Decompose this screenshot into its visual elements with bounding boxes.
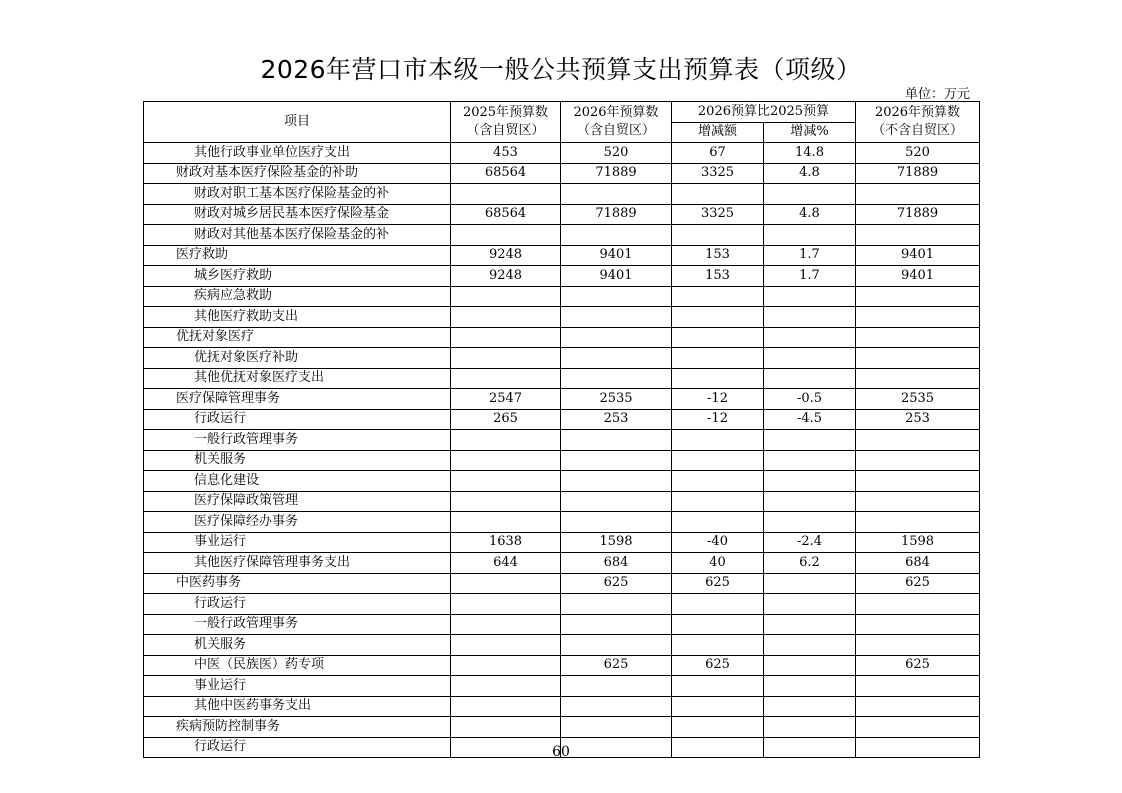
cell-2026-budget: 71889 — [561, 204, 672, 225]
cell-item-name: 财政对其他基本医疗保险基金的补 — [144, 225, 451, 246]
cell-2025-budget — [451, 184, 561, 205]
cell-item-name: 其他医疗保障管理事务支出 — [144, 553, 451, 574]
cell-2025-budget: 644 — [451, 553, 561, 574]
cell-item-name: 中医药事务 — [144, 573, 451, 594]
cell-diff-amount — [672, 676, 764, 697]
table-row — [144, 696, 980, 717]
cell-item-name: 机关服务 — [144, 450, 451, 471]
cell-2026-budget — [561, 430, 672, 451]
cell-2025-budget: 2547 — [451, 389, 561, 410]
cell-item-name: 财政对城乡居民基本医疗保险基金 — [144, 204, 451, 225]
cell-2026-budget: 684 — [561, 553, 672, 574]
header-comparison-group: 2026预算比2025预算 — [672, 102, 856, 123]
cell-item-name: 医疗保障管理事务 — [144, 389, 451, 410]
cell-2026-budget: 2535 — [561, 389, 672, 410]
table-row — [144, 225, 980, 246]
cell-2026-budget — [561, 286, 672, 307]
table-row — [144, 655, 980, 676]
cell-2025-budget — [451, 635, 561, 656]
cell-item-name: 其他行政事业单位医疗支出 — [144, 143, 451, 164]
cell-2026-budget: 9401 — [561, 266, 672, 287]
cell-diff-amount — [672, 512, 764, 533]
cell-item-name: 财政对基本医疗保险基金的补助 — [144, 163, 451, 184]
unit-label: 单位：万元 — [905, 87, 971, 102]
budget-table — [143, 101, 980, 758]
cell-diff-percent — [764, 471, 856, 492]
cell-diff-amount: -12 — [672, 389, 764, 410]
cell-item-name: 优抚对象医疗 — [144, 327, 451, 348]
cell-2026-budget-excl: 625 — [856, 655, 980, 676]
cell-diff-amount — [672, 430, 764, 451]
table-row — [144, 204, 980, 225]
cell-diff-amount: 153 — [672, 245, 764, 266]
header-2026-budget-excl-line2: （不含自贸区） — [871, 123, 963, 138]
cell-2025-budget — [451, 717, 561, 738]
header-2025-budget — [451, 102, 561, 143]
cell-2026-budget-excl — [856, 491, 980, 512]
header-2026-budget-line1: 2026年预算数 — [573, 105, 659, 120]
cell-2026-budget-excl — [856, 430, 980, 451]
table-row — [144, 143, 980, 164]
cell-2026-budget-excl — [856, 450, 980, 471]
cell-diff-amount — [672, 286, 764, 307]
cell-diff-percent — [764, 696, 856, 717]
table-row — [144, 553, 980, 574]
table-body — [144, 143, 980, 758]
cell-item-name: 行政运行 — [144, 737, 451, 758]
cell-diff-amount — [672, 327, 764, 348]
cell-diff-amount: 625 — [672, 573, 764, 594]
cell-2026-budget: 71889 — [561, 163, 672, 184]
cell-diff-percent — [764, 573, 856, 594]
cell-diff-amount — [672, 614, 764, 635]
cell-2026-budget — [561, 225, 672, 246]
cell-2026-budget — [561, 676, 672, 697]
cell-2025-budget — [451, 676, 561, 697]
cell-2026-budget — [561, 450, 672, 471]
table-row — [144, 409, 980, 430]
cell-diff-amount — [672, 696, 764, 717]
cell-2026-budget: 520 — [561, 143, 672, 164]
cell-2026-budget: 1598 — [561, 532, 672, 553]
table-row — [144, 245, 980, 266]
cell-diff-amount: 3325 — [672, 163, 764, 184]
cell-2025-budget — [451, 512, 561, 533]
cell-diff-amount: 40 — [672, 553, 764, 574]
cell-2026-budget-excl — [856, 184, 980, 205]
cell-2025-budget — [451, 368, 561, 389]
cell-2025-budget — [451, 471, 561, 492]
cell-2026-budget — [561, 614, 672, 635]
cell-diff-percent: 14.8 — [764, 143, 856, 164]
cell-item-name: 事业运行 — [144, 676, 451, 697]
cell-diff-percent — [764, 286, 856, 307]
cell-diff-percent — [764, 307, 856, 328]
table-row — [144, 532, 980, 553]
cell-2025-budget — [451, 655, 561, 676]
table-row — [144, 676, 980, 697]
cell-2026-budget-excl: 520 — [856, 143, 980, 164]
cell-2026-budget-excl — [856, 327, 980, 348]
cell-diff-percent: 1.7 — [764, 266, 856, 287]
cell-item-name: 一般行政管理事务 — [144, 614, 451, 635]
cell-diff-amount — [672, 491, 764, 512]
cell-item-name: 行政运行 — [144, 594, 451, 615]
header-2026-budget-excl — [856, 102, 980, 143]
cell-item-name: 机关服务 — [144, 635, 451, 656]
table-row — [144, 717, 980, 738]
cell-2026-budget-excl — [856, 368, 980, 389]
table-row — [144, 491, 980, 512]
cell-diff-percent: 4.8 — [764, 204, 856, 225]
cell-2026-budget-excl — [856, 348, 980, 369]
cell-2026-budget-excl: 1598 — [856, 532, 980, 553]
cell-diff-percent: 1.7 — [764, 245, 856, 266]
cell-2025-budget: 9248 — [451, 266, 561, 287]
cell-diff-percent — [764, 676, 856, 697]
cell-2026-budget: 9401 — [561, 245, 672, 266]
cell-2026-budget-excl — [856, 717, 980, 738]
cell-2025-budget — [451, 614, 561, 635]
cell-2026-budget-excl: 9401 — [856, 266, 980, 287]
cell-diff-percent: 6.2 — [764, 553, 856, 574]
cell-item-name: 医疗救助 — [144, 245, 451, 266]
cell-diff-percent — [764, 430, 856, 451]
cell-item-name: 财政对职工基本医疗保险基金的补 — [144, 184, 451, 205]
table-row — [144, 614, 980, 635]
cell-2025-budget: 1638 — [451, 532, 561, 553]
page-title: 2026年营口市本级一般公共预算支出预算表（项级） — [260, 55, 862, 84]
cell-diff-amount — [672, 450, 764, 471]
table-row — [144, 573, 980, 594]
cell-diff-percent — [764, 491, 856, 512]
cell-2026-budget-excl: 71889 — [856, 163, 980, 184]
cell-2026-budget-excl: 2535 — [856, 389, 980, 410]
cell-2026-budget-excl: 253 — [856, 409, 980, 430]
table-row — [144, 389, 980, 410]
cell-diff-percent — [764, 594, 856, 615]
cell-item-name: 疾病应急救助 — [144, 286, 451, 307]
cell-diff-percent — [764, 348, 856, 369]
cell-2026-budget — [561, 491, 672, 512]
cell-2026-budget — [561, 327, 672, 348]
cell-2026-budget — [561, 307, 672, 328]
table-row — [144, 266, 980, 287]
cell-2026-budget — [561, 348, 672, 369]
cell-diff-percent — [764, 614, 856, 635]
cell-item-name: 城乡医疗救助 — [144, 266, 451, 287]
cell-2026-budget: 625 — [561, 655, 672, 676]
cell-diff-amount — [672, 348, 764, 369]
table-row — [144, 184, 980, 205]
header-2026-budget-excl-line1: 2026年预算数 — [874, 105, 961, 120]
cell-2026-budget-excl: 71889 — [856, 204, 980, 225]
cell-item-name: 医疗保障经办事务 — [144, 512, 451, 533]
cell-diff-amount — [672, 307, 764, 328]
cell-diff-percent: 4.8 — [764, 163, 856, 184]
table-row — [144, 286, 980, 307]
cell-2026-budget — [561, 368, 672, 389]
cell-2026-budget-excl — [856, 696, 980, 717]
cell-2026-budget-excl — [856, 471, 980, 492]
cell-diff-percent — [764, 512, 856, 533]
cell-2025-budget — [451, 430, 561, 451]
cell-2025-budget — [451, 307, 561, 328]
cell-item-name: 其他优抚对象医疗支出 — [144, 368, 451, 389]
cell-item-name: 其他中医药事务支出 — [144, 696, 451, 717]
header-2025-budget-line2: （含自贸区） — [466, 123, 545, 138]
cell-diff-amount — [672, 368, 764, 389]
table-row — [144, 368, 980, 389]
cell-2025-budget: 453 — [451, 143, 561, 164]
cell-2025-budget — [451, 225, 561, 246]
cell-diff-amount — [672, 594, 764, 615]
cell-2025-budget — [451, 696, 561, 717]
table-row — [144, 307, 980, 328]
table-row — [144, 450, 980, 471]
cell-diff-percent — [764, 327, 856, 348]
cell-2026-budget — [561, 635, 672, 656]
header-diff-amount: 增减额 — [672, 122, 764, 143]
cell-2026-budget — [561, 184, 672, 205]
cell-2026-budget-excl — [856, 594, 980, 615]
cell-diff-amount — [672, 184, 764, 205]
cell-diff-amount: 67 — [672, 143, 764, 164]
cell-diff-amount — [672, 717, 764, 738]
cell-2025-budget: 9248 — [451, 245, 561, 266]
cell-diff-amount: 153 — [672, 266, 764, 287]
table-header — [144, 102, 980, 143]
cell-2026-budget-excl: 9401 — [856, 245, 980, 266]
cell-item-name: 其他医疗救助支出 — [144, 307, 451, 328]
cell-diff-amount: -12 — [672, 409, 764, 430]
cell-2026-budget — [561, 717, 672, 738]
cell-2026-budget-excl: 625 — [856, 573, 980, 594]
cell-item-name: 一般行政管理事务 — [144, 430, 451, 451]
cell-diff-percent: -2.4 — [764, 532, 856, 553]
cell-2026-budget-excl — [856, 512, 980, 533]
cell-diff-percent: -0.5 — [764, 389, 856, 410]
cell-2026-budget — [561, 512, 672, 533]
cell-2026-budget — [561, 696, 672, 717]
cell-2025-budget: 68564 — [451, 163, 561, 184]
cell-2025-budget — [451, 348, 561, 369]
cell-2025-budget — [451, 594, 561, 615]
cell-2025-budget: 68564 — [451, 204, 561, 225]
cell-diff-percent — [764, 717, 856, 738]
cell-2026-budget: 625 — [561, 573, 672, 594]
cell-diff-percent: -4.5 — [764, 409, 856, 430]
cell-2025-budget: 265 — [451, 409, 561, 430]
cell-diff-percent — [764, 450, 856, 471]
cell-2026-budget-excl — [856, 286, 980, 307]
cell-2026-budget-excl — [856, 614, 980, 635]
cell-diff-amount: 3325 — [672, 204, 764, 225]
cell-2025-budget — [451, 286, 561, 307]
cell-diff-percent — [764, 368, 856, 389]
cell-diff-amount — [672, 225, 764, 246]
cell-diff-percent — [764, 635, 856, 656]
cell-diff-amount: 625 — [672, 655, 764, 676]
cell-item-name: 行政运行 — [144, 409, 451, 430]
page-number: 60 — [552, 744, 570, 760]
cell-2025-budget — [451, 573, 561, 594]
cell-2026-budget-excl — [856, 676, 980, 697]
cell-item-name: 中医（民族医）药专项 — [144, 655, 451, 676]
header-2026-budget — [561, 102, 672, 143]
cell-item-name: 事业运行 — [144, 532, 451, 553]
cell-2025-budget — [451, 327, 561, 348]
cell-2026-budget-excl — [856, 635, 980, 656]
table-row — [144, 594, 980, 615]
cell-2025-budget — [451, 450, 561, 471]
cell-item-name: 优抚对象医疗补助 — [144, 348, 451, 369]
table-row — [144, 348, 980, 369]
header-diff-percent: 增减% — [764, 122, 856, 143]
table-row — [144, 430, 980, 451]
cell-2026-budget-excl — [856, 225, 980, 246]
cell-diff-percent — [764, 655, 856, 676]
cell-item-name: 疾病预防控制事务 — [144, 717, 451, 738]
cell-2026-budget — [561, 594, 672, 615]
cell-diff-amount — [672, 471, 764, 492]
table-row — [144, 635, 980, 656]
cell-2026-budget-excl — [856, 307, 980, 328]
cell-2026-budget: 253 — [561, 409, 672, 430]
table-row — [144, 163, 980, 184]
cell-item-name: 信息化建设 — [144, 471, 451, 492]
cell-item-name: 医疗保障政策管理 — [144, 491, 451, 512]
cell-diff-percent — [764, 184, 856, 205]
cell-2025-budget — [451, 491, 561, 512]
table-row — [144, 512, 980, 533]
cell-diff-amount — [672, 635, 764, 656]
header-item: 项目 — [144, 102, 451, 143]
header-2025-budget-line1: 2025年预算数 — [462, 105, 549, 120]
header-2026-budget-line2: （含自贸区） — [576, 123, 655, 138]
cell-diff-amount: -40 — [672, 532, 764, 553]
cell-2026-budget-excl: 684 — [856, 553, 980, 574]
cell-2026-budget — [561, 471, 672, 492]
cell-diff-percent — [764, 225, 856, 246]
table-row — [144, 471, 980, 492]
table-row — [144, 327, 980, 348]
